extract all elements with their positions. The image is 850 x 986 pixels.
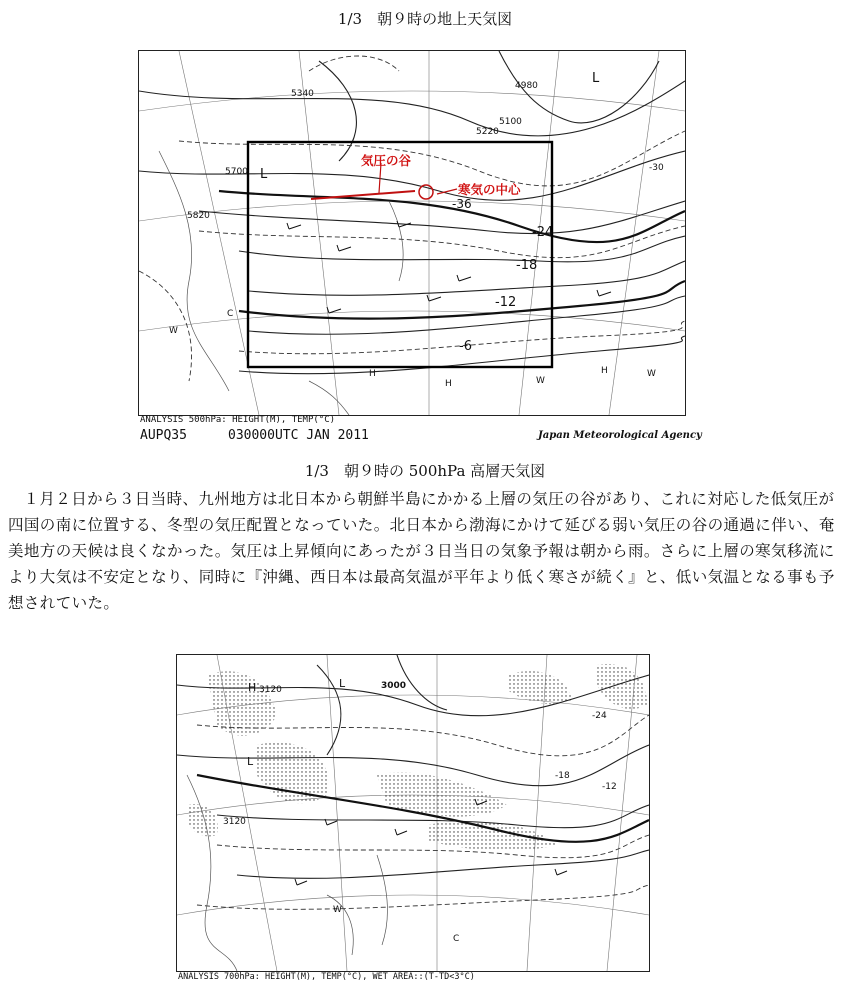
- height-label-5100: 5100: [499, 117, 522, 127]
- map-500hpa-code: AUPQ35: [140, 428, 187, 443]
- height-label-5820: 5820: [187, 211, 210, 221]
- cold-mark: C: [453, 934, 460, 944]
- height-label-3120-north: 3120: [259, 685, 282, 695]
- cold-mark: C: [227, 309, 234, 319]
- height-label-5220: 5220: [476, 127, 499, 137]
- high-mark-2: H: [445, 379, 452, 389]
- high-mark-1: H: [369, 369, 376, 379]
- temp-label-minus12: -12: [495, 295, 517, 310]
- height-label-5340: 5340: [291, 89, 314, 99]
- low-mark-1: L: [339, 677, 346, 690]
- map-500hpa-analysis-label: ANALYSIS 500hPa: HEIGHT(M), TEMP(°C): [140, 415, 336, 425]
- temp-label-minus24: -24: [592, 711, 607, 721]
- warm-mark-1: W: [169, 326, 178, 336]
- height-label-3120-south: 3120: [223, 817, 246, 827]
- temp-label-minus18: -18: [516, 258, 538, 273]
- height-label-4980: 4980: [515, 81, 538, 91]
- body-paragraph: [8, 486, 838, 616]
- map-700hpa: [176, 654, 650, 972]
- temp-label-minus6: -6: [459, 339, 472, 354]
- map-700hpa-contours: [177, 655, 649, 971]
- height-label-3000: 3000: [381, 681, 407, 691]
- map-500hpa-timestamp: 030000UTC JAN 2011: [228, 428, 369, 443]
- warm-mark-3: W: [647, 369, 656, 379]
- temp-label-minus30: -30: [649, 163, 664, 173]
- high-mark-3: H: [601, 366, 608, 376]
- map-500hpa-contours: [139, 51, 685, 415]
- low-mark-northeast: L: [592, 71, 600, 86]
- cold-center-annotation: 寒気の中心: [458, 182, 521, 197]
- map-500hpa: [138, 50, 686, 416]
- warm-mark-2: W: [536, 376, 545, 386]
- height-label-5700: 5700: [225, 167, 248, 177]
- trough-annotation: 気圧の谷: [361, 153, 412, 168]
- low-mark-2: L: [247, 755, 254, 768]
- caption-500hpa-map: 1/3 朝９時の 500hPa 高層天気図: [304, 462, 546, 480]
- paragraph-text: １月２日から３日当時、九州地方は北日本から朝鮮半島にかかる上層の気圧の谷があり、これに対応した低気圧が四国の南に位置する、冬型の気圧配置となっていた。北日本から渤海にかけて延びる弱い気圧の谷の通過に伴い、奄美地方の天候は良くなかった。気圧は上昇傾向にあったが３日当日の気象予報は朝から雨。さらに上層の寒気移流により大気は不安定となり、同時に『沖縄、西日本は最高気温が平年より低く寒さが続く』と、低い気温となる事も予想されていた。: [8, 490, 835, 612]
- map-500hpa-agency: Japan Meteorological Agency: [538, 430, 702, 441]
- warm-mark: W: [333, 905, 342, 915]
- low-mark-west: L: [260, 167, 268, 182]
- map-700hpa-analysis-label: ANALYSIS 700hPa: HEIGHT(M), TEMP(°C), WET AREA::(T-TD<3°C): [178, 972, 475, 982]
- temp-label-minus36: -36: [452, 197, 472, 211]
- caption-surface-map: 1/3 朝９時の地上天気図: [337, 10, 513, 28]
- temp-label-minus12: -12: [602, 782, 617, 792]
- temp-label-minus24: -24: [532, 225, 554, 240]
- temp-label-minus18: -18: [555, 771, 570, 781]
- high-mark: H: [248, 681, 257, 694]
